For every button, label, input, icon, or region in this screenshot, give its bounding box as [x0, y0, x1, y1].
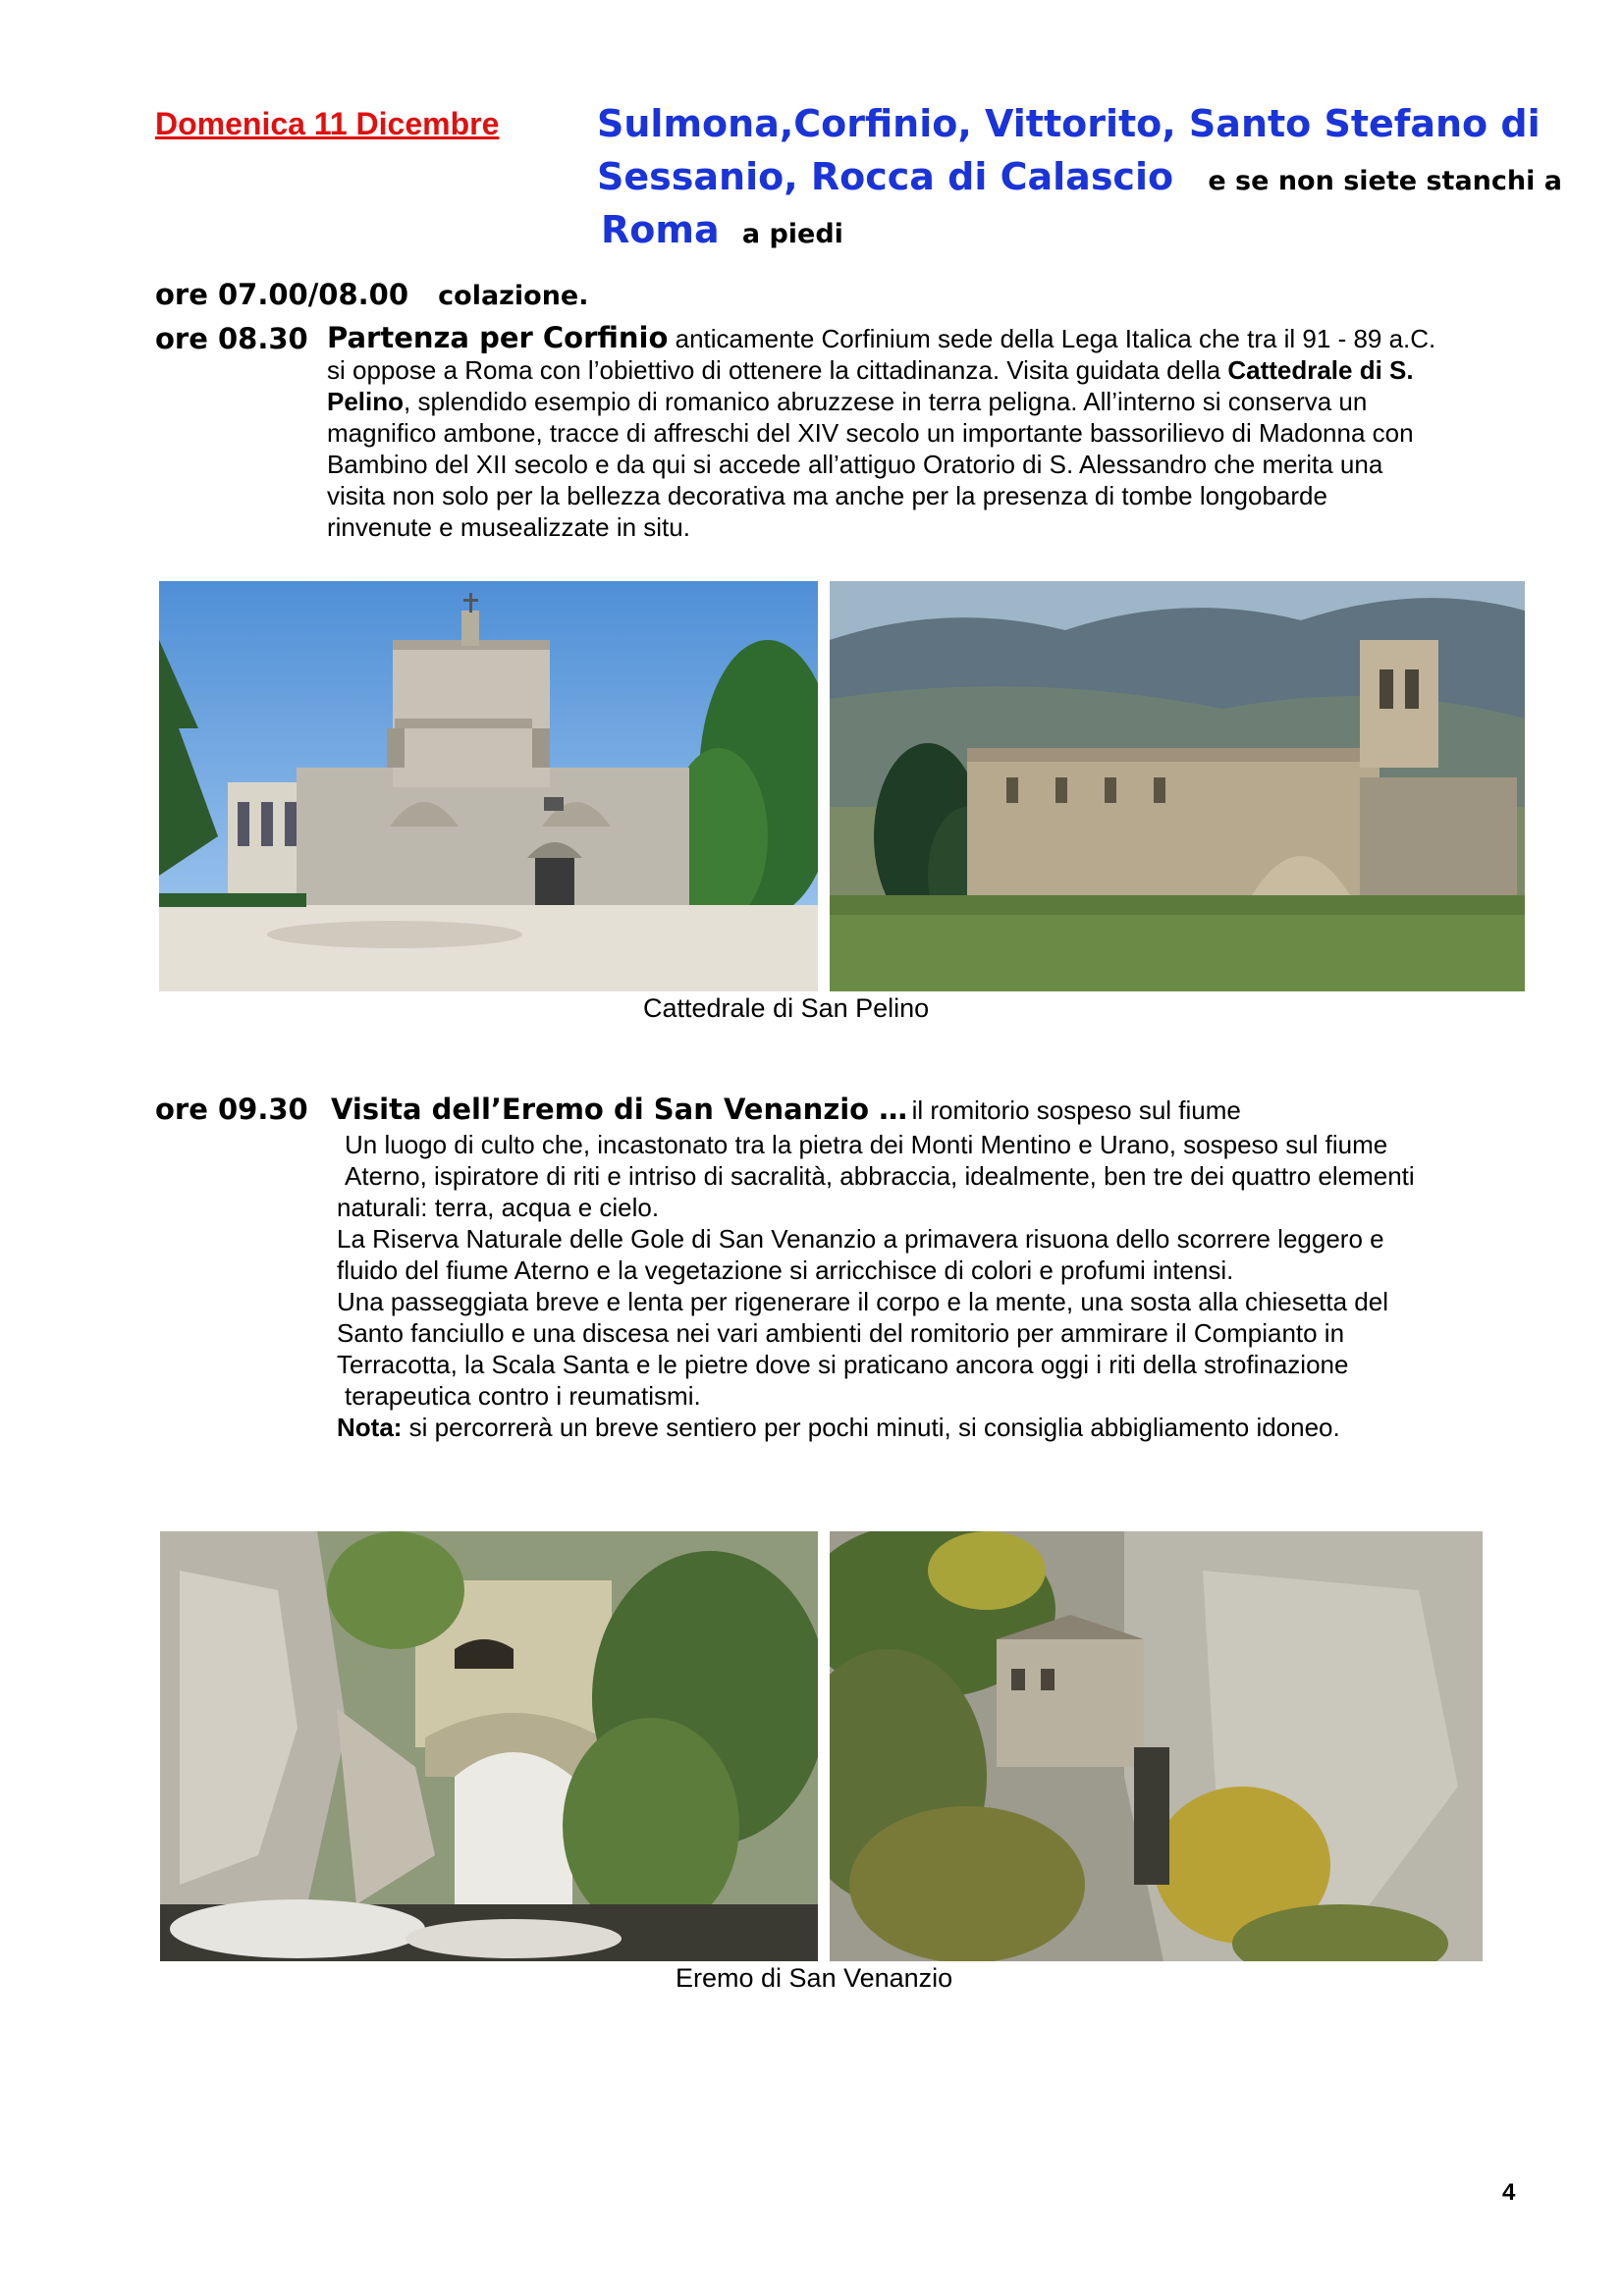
item2-text-5: Una passeggiata breve e lenta per rigenerare il corpo e la mente, una sosta alla chiesetta del: [337, 1287, 1388, 1316]
item1-text-6: Bambino del XII secolo e da qui si accede all’attiguo Oratorio di S. Alessandro che merita una: [327, 450, 1383, 479]
item2-subtitle: il romitorio sospeso sul fiume: [911, 1095, 1241, 1125]
item1-text-block: [327, 322, 1554, 543]
item2-text-7: Terracotta, la Scala Santa e le pietre dove si praticano ancora oggi i riti della strofinazione: [337, 1350, 1349, 1379]
item2-note: [337, 1412, 1574, 1443]
cathedral-facade-photo: [159, 581, 818, 991]
destinations-line-3: [601, 208, 843, 251]
item2-heading: [331, 1093, 1241, 1126]
eremo-bridge-photo: [160, 1531, 818, 1961]
cathedral-landscape-photo: [830, 581, 1525, 991]
breakfast-time: ore 07.00/08.00: [155, 278, 409, 311]
item1-line-2: [327, 354, 1554, 386]
item2-text-block: [337, 1129, 1574, 1443]
destinations-line-1: Sulmona,Corfinio, Vittorito, Santo Stefano di: [597, 102, 1541, 145]
item2-text-8: terapeutica contro i reumatismi.: [345, 1381, 701, 1411]
date-heading: Domenica 11 Dicembre: [155, 106, 500, 141]
item2-text-0: Un luogo di culto che, incastonato tra la pietra dei Monti Mentino e Urano, sospeso sul fiume: [345, 1130, 1388, 1159]
item2-text-3: La Riserva Naturale delle Gole di San Venanzio a primavera risuona dello scorrere leggero e: [337, 1224, 1384, 1254]
item1-line-1: [327, 322, 1554, 354]
item2-time: ore 09.30: [155, 1093, 308, 1126]
eremo-aerial-photo: [830, 1531, 1483, 1961]
item2-text-1: Aterno, ispiratore di riti e intriso di sacralità, abbraccia, idealmente, ben tre dei quattro elementi: [345, 1161, 1415, 1191]
roma-text: Roma: [601, 208, 720, 251]
caption-eremo: Eremo di San Venanzio: [676, 1963, 953, 1993]
caption-cattedrale: Cattedrale di San Pelino: [643, 993, 930, 1023]
item1-text-8: rinvenute e musealizzate in situ.: [327, 512, 690, 542]
item1-text-5: magnifico ambone, tracce di affreschi del XIV secolo un importante bassorilievo di Madonna con: [327, 418, 1414, 448]
item1-title: Partenza per Corfinio: [327, 321, 669, 354]
item2-text-2: naturali: terra, acqua e cielo.: [337, 1193, 660, 1222]
note-text: si percorrerà un breve sentiero per pochi minuti, si consiglia abbigliamento idoneo.: [408, 1413, 1340, 1442]
item2-title: Visita dell’Eremo di San Venanzio …: [331, 1093, 908, 1126]
item1-text-3-bold: Pelino: [327, 387, 405, 416]
item1-text-2-bold: Cattedrale di S.: [1227, 355, 1414, 385]
item1-time: ore 08.30: [155, 322, 308, 355]
a-piedi-text: a piedi: [741, 219, 843, 249]
destinations-line-2: [597, 155, 1562, 198]
item1-text-0: anticamente Corfinium sede della Lega Italica che tra il 91 - 89 a.C.: [675, 324, 1436, 353]
destinations-line-2-text: Sessanio, Rocca di Calascio: [597, 155, 1174, 198]
item2-text-4: fluido del fiume Aterno e la vegetazione si arricchisce di colori e profumi intensi.: [337, 1255, 1234, 1285]
page-number: 4: [1502, 2179, 1516, 2206]
item2-text-6: Santo fanciullo e una discesa nei vari ambienti del romitorio per ammirare il Compianto in: [337, 1318, 1345, 1348]
item1-text-4: , splendido esempio di romanico abruzzese in terra peligna. All’interno si conserva un: [404, 387, 1368, 416]
item1-text-1: si oppose a Roma con l’obiettivo di ottenere la cittadinanza. Visita guidata della: [327, 355, 1221, 385]
note-label: Nota:: [337, 1413, 403, 1442]
item1-line-3: [327, 386, 1554, 417]
breakfast-text: colazione.: [438, 281, 589, 311]
breakfast-row: [155, 278, 589, 311]
line-2-suffix: e se non siete stanchi a: [1208, 166, 1562, 196]
item1-text-7: visita non solo per la bellezza decorativa ma anche per la presenza di tombe longobarde: [327, 481, 1327, 510]
